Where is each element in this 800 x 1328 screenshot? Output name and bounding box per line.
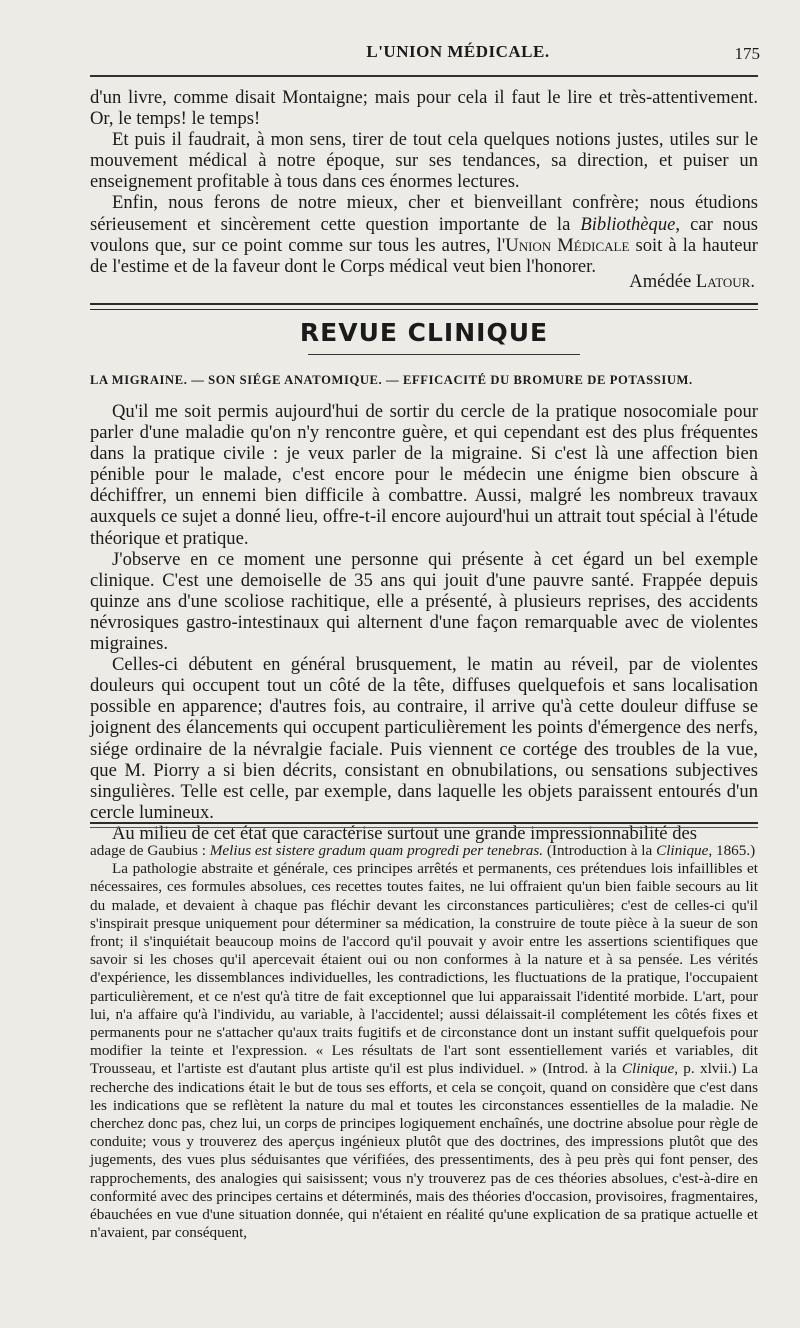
header-rule	[90, 75, 758, 77]
author-signature	[629, 271, 755, 293]
article-paragraph-3: Celles-ci débutent en général brusquement, le matin au réveil, par de violentes douleurs qui occupent tout un côté de la tête, diffuses quelquefois et sans localisation possible en apparence; d'autres fois, au contraire, il arrive qu'à cette douleur diffuse se joignent des élancements qui occupent particulièrement les points d'émergence des nerfs, siége ordinaire de la névralgie faciale. Puis viennent ce cortége des troubles de la vue, que M. Piorry a si bien décrits, consistant en obnubilations, ou sensations subjectives singulières. Telle est celle, par exemple, dans laquelle les objets paraissent entourés d'un cercle lumineux.	[90, 654, 758, 823]
article-paragraph-4: Au milieu de cet état que caractérise surtout une grande impressionnabilité des	[112, 822, 697, 844]
running-title: L'UNION MÉDICALE.	[366, 42, 550, 61]
intro-p3-italic: Bibliothèque	[580, 213, 676, 235]
footnote-latin-quote: Melius est sistere gradum quam progredi per tenebras.	[209, 842, 544, 859]
page-number: 175	[734, 44, 760, 63]
signature-last-name: Latour.	[695, 271, 755, 292]
article-text	[90, 401, 758, 844]
footnote-p1-italic: Clinique	[656, 842, 709, 859]
footnote-divider	[90, 822, 758, 828]
article-paragraph-2: J'observe en ce moment une personne qui présente à cet égard un bel exemple clinique. C'est une demoiselle de 35 ans qui jouit d'une pauvre santé. Frappée depuis quinze ans d'une scoliose rachitique, elle a présenté, à plusieurs reprises, des accidents névrosiques gastro-intestinaux qui alternent d'une façon remarquable avec de violentes migraines.	[90, 548, 758, 655]
article-paragraph-1: Qu'il me soit permis aujourd'hui de sortir du cercle de la pratique nosocomiale pour parler d'une maladie qu'on n'y rencontre guère, et qui cependant est des plus fréquentes dans la pratique civile : je veux parler de la migraine. Si c'est là une affection bien pénible pour le malade, c'est encore pour le médecin une énigme bien obscure à déchiffrer, un ennemi bien difficile à combattre. Aussi, malgré les nombreux travaux auxquels ce sujet a donné lieu, offre-t-il encore aujourd'hui un attrait tout spécial à l'étude théorique et pratique.	[90, 401, 758, 549]
page-header	[88, 42, 760, 72]
intro-paragraph-2: Et puis il faudrait, à mon sens, tirer de tout cela quelques notions justes, utiles sur le mouvement médical à notre époque, sur ses tendances, sa direction, et puiser un enseignement profitable à tous dans ces énormes lectures.	[90, 129, 758, 193]
section-divider	[90, 303, 758, 310]
intro-p3-text-c: soit à la hauteur de l'estime et de la faveur dont le Corps médical veut bien l'honorer.	[90, 234, 759, 277]
footnote-paragraph-1	[90, 842, 758, 860]
footnote-p2-italic: Clinique	[621, 1060, 675, 1078]
title-underline	[308, 354, 580, 355]
intro-paragraph-1: d'un livre, comme disait Montaigne; mais pour cela il faut le lire et très-attentivement. Or, le temps! le temps!	[90, 87, 758, 130]
footnote	[90, 842, 758, 1242]
footnote-p1-text-b: (Introduction à la	[543, 842, 657, 859]
intro-p3-text-a: Enfin, nous ferons de notre mieux, cher et bienveillant confrère; nous étudions sérieusement et sincèrement cette question importante de la	[90, 192, 758, 235]
footnote-paragraph-2	[90, 860, 758, 1242]
intro-p3-journal-name: Union Médicale	[505, 234, 630, 256]
intro-paragraph-3	[90, 192, 758, 276]
intro-p3-text-b: , car nous voulons que, sur ce point comme sur tous les autres, l'	[90, 213, 758, 256]
intro-text	[90, 87, 758, 277]
footnote-p1-text-a: adage de Gaubius :	[90, 842, 210, 859]
footnote-p2-text-b: La recherche des indications était le but de tous ses efforts, et cela se conçoit, quand on considère que c'est dans les indications que se reflètent la nature du mal et toutes les circonstances essentielles de la maladie. Ne cherchez donc pas, chez lui, un corps de principes logiquement enchaînés, une doctrine absolue pour règle de conduite; vous y trouverez des aperçus ingénieux plutôt que des doctrines, des impressions plutôt que des jugements, des vues plus séduisantes que vérifiées, des pressentiments, des à peu près qui font penser, des rapprochements, des analogies qui saisissent; vous n'y trouverez pas de ces théories absolues, c'est-à-dire en conformité avec des principes certains et déterminés, mais des théories d'occasion, provisoires, fragmentaires, ébauchées en vue d'une situation donnée, qui n'étaient en réalité qu'une explication de sa pratique actuelle et n'avaient, par conséquent,	[90, 1060, 758, 1242]
article-subtitle: LA MIGRAINE. — SON SIÉGE ANATOMIQUE. — EFFICACITÉ DU BROMURE DE POTASSIUM.	[90, 373, 693, 387]
footnote-p2-ref: , p. xlvii.)	[674, 1060, 737, 1078]
signature-first-name: Amédée	[629, 271, 696, 292]
footnote-p1-text-c: , 1865.)	[708, 842, 756, 859]
footnote-p2-text-a: La pathologie abstraite et générale, ces principes arrêtés et permanents, ces prétendues lois infaillibles et nécessaires, ces formules absolues, ces recettes toutes faites, ne lui offraient qu'un bien faible secours au lit du malade, et devaient à chaque pas fléchir devant les circonstances particulières; c'est de celles-ci qu'il s'inspirait presque uniquement pour déterminer sa médication, la construire de toute pièce à la sueur de son front; il s'inquiétait beaucoup moins de l'accord qu'il pouvait y avoir entre les assertions scientifiques que savoir si les choses qu'il apercevait étaient oui ou non conformes à la nature et à sa pensée. Les vérités d'expérience, les dissemblances individuelles, les contradictions, les fluctuations de la pratique, l'occupaient particulièrement, et ce n'est qu'à titre de fait exceptionnel que lui apparaissait l'identité morbide. L'art, pour lui, n'a affaire qu'à l'individu, au variable, à l'accidentel; aussi délaissait-il complétement les côtés fixes et permanents pour ne s'attacher qu'aux traits fugitifs et de circonstance dont un instant suffit quelquefois pour modifier la teinte et l'expression. « Les résultats de l'art sont essentiellement variés et variables, dit Trousseau, et l'artiste est d'autant plus artiste qu'il est plus individuel. » (Introd. à la	[90, 860, 758, 1078]
section-title: REVUE CLINIQUE	[299, 318, 549, 347]
